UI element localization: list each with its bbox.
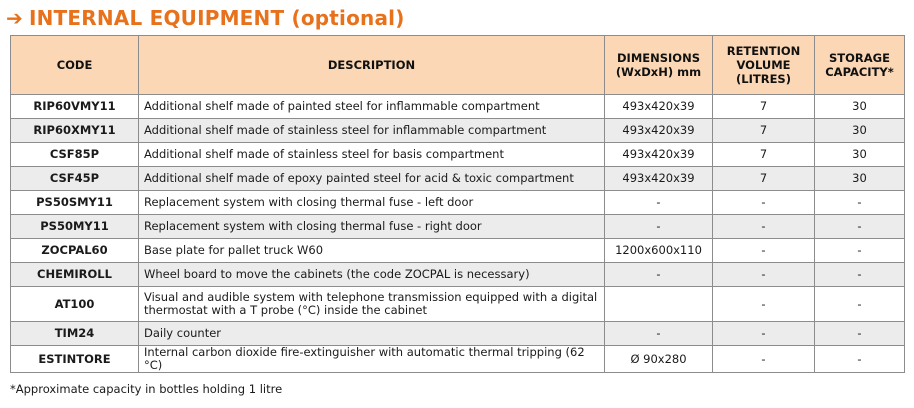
cell-dimensions: - — [605, 191, 713, 215]
cell-description: Internal carbon dioxide fire-extinguisher with automatic thermal tripping (62 °C) — [139, 346, 605, 373]
cell-retention: 7 — [713, 95, 815, 119]
table-row — [11, 167, 905, 191]
cell-retention: - — [713, 322, 815, 346]
cell-description: Wheel board to move the cabinets (the code ZOCPAL is necessary) — [139, 263, 605, 287]
table-row — [11, 215, 905, 239]
cell-retention: - — [713, 346, 815, 373]
table-row — [11, 95, 905, 119]
table-row — [11, 287, 905, 322]
cell-code: TIM24 — [11, 322, 139, 346]
section-title — [6, 4, 405, 32]
cell-dimensions: 493x420x39 — [605, 167, 713, 191]
table-row — [11, 191, 905, 215]
cell-dimensions: - — [605, 322, 713, 346]
footnote: *Approximate capacity in bottles holding 1 litre — [10, 382, 283, 396]
table-row — [11, 322, 905, 346]
cell-retention: - — [713, 239, 815, 263]
cell-retention: - — [713, 287, 815, 322]
cell-code: RIP60VMY11 — [11, 95, 139, 119]
table-row — [11, 143, 905, 167]
cell-dimensions: 493x420x39 — [605, 95, 713, 119]
cell-description: Additional shelf made of stainless steel for basis compartment — [139, 143, 605, 167]
cell-description: Base plate for pallet truck W60 — [139, 239, 605, 263]
cell-code: CSF45P — [11, 167, 139, 191]
cell-code: CHEMIROLL — [11, 263, 139, 287]
cell-storage: - — [815, 263, 905, 287]
cell-storage: 30 — [815, 95, 905, 119]
cell-description: Additional shelf made of stainless steel for inflammable compartment — [139, 119, 605, 143]
cell-storage: - — [815, 287, 905, 322]
cell-description: Visual and audible system with telephone transmission equipped with a digital thermostat with a T probe (°C) inside the cabinet — [139, 287, 605, 322]
cell-storage: 30 — [815, 119, 905, 143]
cell-storage: - — [815, 346, 905, 373]
cell-storage: - — [815, 322, 905, 346]
header-storage-capacity: STORAGE CAPACITY* — [815, 36, 905, 95]
equipment-table — [10, 35, 905, 373]
cell-code: ZOCPAL60 — [11, 239, 139, 263]
cell-dimensions: - — [605, 215, 713, 239]
cell-code: PS50SMY11 — [11, 191, 139, 215]
cell-storage: - — [815, 215, 905, 239]
table-header-row — [11, 36, 905, 95]
cell-description: Daily counter — [139, 322, 605, 346]
cell-dimensions: 493x420x39 — [605, 119, 713, 143]
cell-code: PS50MY11 — [11, 215, 139, 239]
cell-description: Replacement system with closing thermal fuse - right door — [139, 215, 605, 239]
cell-code: RIP60XMY11 — [11, 119, 139, 143]
section-title-text: INTERNAL EQUIPMENT (optional) — [28, 6, 405, 30]
cell-storage: 30 — [815, 167, 905, 191]
header-dimensions: DIMENSIONS (WxDxH) mm — [605, 36, 713, 95]
cell-retention: 7 — [713, 119, 815, 143]
header-description: DESCRIPTION — [139, 36, 605, 95]
cell-dimensions: 493x420x39 — [605, 143, 713, 167]
cell-retention: - — [713, 263, 815, 287]
cell-description: Additional shelf made of painted steel for inflammable compartment — [139, 95, 605, 119]
header-code: CODE — [11, 36, 139, 95]
cell-storage: - — [815, 191, 905, 215]
cell-dimensions — [605, 287, 713, 322]
cell-retention: 7 — [713, 167, 815, 191]
cell-description: Additional shelf made of epoxy painted steel for acid & toxic compartment — [139, 167, 605, 191]
cell-code: AT100 — [11, 287, 139, 322]
table-row — [11, 263, 905, 287]
cell-dimensions: - — [605, 263, 713, 287]
table-row — [11, 346, 905, 373]
table-row — [11, 119, 905, 143]
cell-retention: - — [713, 215, 815, 239]
cell-retention: 7 — [713, 143, 815, 167]
table-row — [11, 239, 905, 263]
cell-dimensions: 1200x600x110 — [605, 239, 713, 263]
header-retention-volume: RETENTION VOLUME (LITRES) — [713, 36, 815, 95]
cell-code: ESTINTORE — [11, 346, 139, 373]
cell-dimensions: Ø 90x280 — [605, 346, 713, 373]
cell-description: Replacement system with closing thermal fuse - left door — [139, 191, 605, 215]
arrow-right-icon: ➔ — [6, 6, 23, 30]
cell-code: CSF85P — [11, 143, 139, 167]
cell-storage: - — [815, 239, 905, 263]
cell-storage: 30 — [815, 143, 905, 167]
cell-retention: - — [713, 191, 815, 215]
